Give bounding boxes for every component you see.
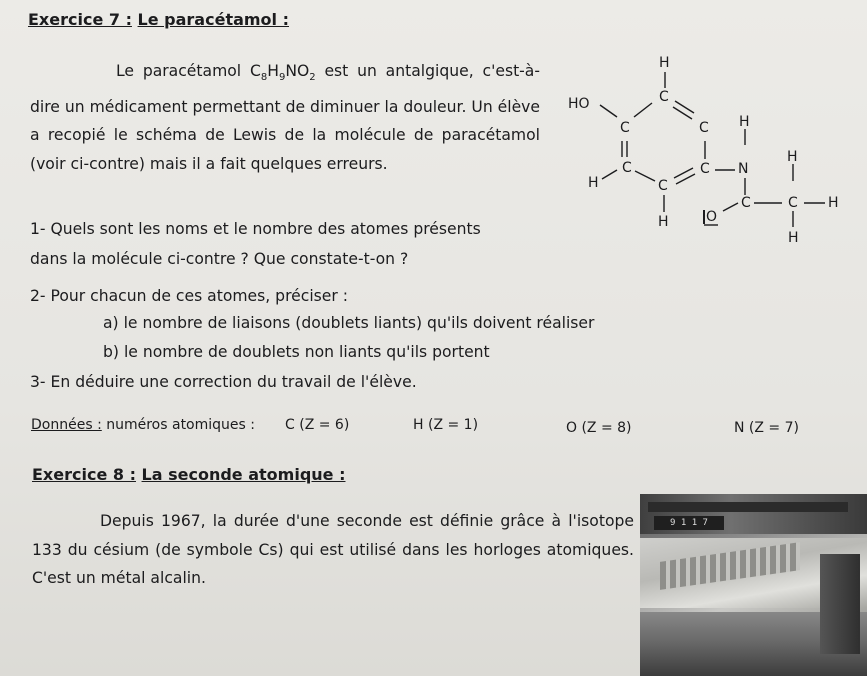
- lewis-bonds: [560, 55, 860, 270]
- atom-h-methyl-right: H: [828, 195, 839, 211]
- exercise-8-paragraph: Depuis 1967, la durée d'une seconde est définie grâce à l'isotope 133 du césium (de symbole Cs) qui est utilisé dans les horloges atomiques. C'est un métal alcalin.: [32, 512, 634, 587]
- atom-c-carbonyl: C: [741, 195, 751, 211]
- atomic-clock-photo: [640, 494, 867, 676]
- atom-n: N: [738, 161, 749, 177]
- question-1-line-2: dans la molécule ci-contre ? Que constate-t-on ?: [30, 250, 409, 268]
- atom-c-methyl: C: [788, 195, 798, 211]
- lewis-structure: [560, 55, 860, 270]
- atom-o: O: [706, 209, 718, 225]
- atom-h-left: H: [588, 175, 599, 191]
- bond-c-c-top-right-2: [673, 107, 692, 119]
- exercise-7-intro: Le paracétamol $C_8H_9NO_2$ est un antalgique, c'est-à-dire un médicament permettant de diminuer la douleur. Un élève a recopié le schéma de Lewis de la molécule de paracétamol (voir ci-contre) mais il a fait quelques erreurs.: [30, 62, 541, 173]
- paracetamol-formula: $C_8H_9NO_2$: [249, 62, 316, 84]
- atom-h-methyl-bottom: H: [788, 230, 799, 246]
- z-carbon: C (Z = 6): [285, 417, 350, 433]
- clock-display: 9 1 1 7: [654, 516, 724, 530]
- atom-c-left: C: [620, 120, 630, 136]
- question-2a: a) le nombre de liaisons (doublets liants) qu'ils doivent réaliser: [103, 314, 595, 332]
- atom-h-nh: H: [739, 114, 750, 130]
- atom-c-lower-left: C: [622, 160, 632, 176]
- atom-c-right: C: [699, 120, 709, 136]
- question-3: 3- En déduire une correction du travail de l'élève.: [30, 373, 417, 391]
- bond-h-c-left: [602, 170, 617, 179]
- question-2: 2- Pour chacun de ces atomes, préciser :: [30, 287, 348, 305]
- z-oxygen: O (Z = 8): [566, 420, 632, 436]
- atom-c-bottom: C: [658, 178, 668, 194]
- z-hydrogen: H (Z = 1): [413, 417, 479, 433]
- question-1-line-1: 1- Quels sont les noms et le nombre des atomes présents: [30, 220, 481, 238]
- data-label: Données :: [31, 417, 102, 433]
- exercise-8-title: Exercice 8 : La seconde atomique :: [32, 465, 346, 484]
- z-nitrogen: N (Z = 7): [734, 420, 799, 436]
- atom-c-mid: C: [700, 161, 710, 177]
- bond-c-c-top-left: [634, 103, 652, 117]
- atom-h-methyl-top: H: [787, 149, 798, 165]
- o-lone-pair-left: [703, 210, 705, 224]
- atom-h-top: H: [659, 55, 670, 71]
- bond-o-c: [723, 203, 738, 211]
- bond-c-c-top-right-1: [675, 101, 694, 113]
- bond-ho-c: [600, 105, 617, 117]
- exercise-7-title: Exercice 7 : Le paracétamol :: [28, 10, 289, 29]
- question-2b: b) le nombre de doublets non liants qu'ils portent: [103, 343, 490, 361]
- data-line: Données : numéros atomiques :: [31, 417, 255, 433]
- atom-ho: HO: [568, 96, 590, 112]
- atom-h-bottom: H: [658, 214, 669, 230]
- bond-c-c-bottom-left: [635, 171, 655, 181]
- atom-c-top: C: [659, 89, 669, 105]
